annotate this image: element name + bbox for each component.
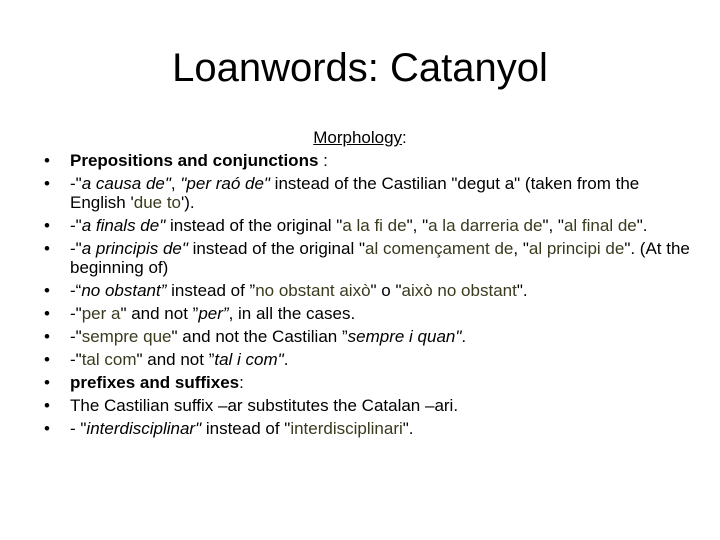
bullet-text-segment: -" (70, 350, 82, 369)
bullet-text-segment: : (318, 151, 328, 170)
bullet-text-segment: no obstant” (81, 281, 167, 300)
bullet-text-segment: això no obstant (401, 281, 517, 300)
bullet-item-prefixes (44, 373, 694, 392)
bullet-text-segment: per” (198, 304, 229, 323)
bullet-text-segment: -" (70, 174, 82, 193)
bullet-text-segment: " and not the Castilian ” (171, 327, 348, 346)
bullet-dot: • (44, 419, 50, 438)
bullet-text-segment: prefixes and suffixes (70, 373, 240, 392)
bullet-item-interdisciplinar (44, 419, 694, 438)
bullet-text-segment: al principi de (528, 239, 625, 258)
bullet-text-segment: - " (70, 419, 87, 438)
bullet-dot: • (44, 327, 50, 346)
bullet-text-segment: sempre que (81, 327, 172, 346)
bullet-text-segment: tal com (81, 350, 137, 369)
bullet-text-segment: "per raó de" (180, 174, 270, 193)
bullet-item-castilian-suffix (44, 396, 694, 415)
bullet-dot: • (44, 373, 50, 392)
bullet-text-segment: -“ (70, 281, 82, 300)
bullet-text-segment: The Castilian suffix –ar substitutes the Catalan –ari. (70, 396, 459, 415)
bullet-text-segment: interdisciplinari (290, 419, 403, 438)
bullet-text-segment: a finals de" (81, 216, 166, 235)
bullet-text-segment: interdisciplinar" (86, 419, 202, 438)
bullet-item-per-a (44, 304, 694, 323)
bullet-text-segment: instead of ” (166, 281, 256, 300)
bullet-text-segment: " and not ” (136, 350, 215, 369)
bullet-text-segment: -" (70, 216, 82, 235)
bullet-text-segment: Prepositions and conjunctions (70, 151, 319, 170)
bullet-dot: • (44, 216, 50, 235)
bullet-item-prep (44, 151, 694, 170)
bullet-text-segment: tal i com" (214, 350, 284, 369)
bullet-item-a-principis (44, 239, 694, 277)
bullet-text-segment: ". (516, 281, 528, 300)
bullet-dot: • (44, 151, 50, 170)
bullet-text-segment: a la darreria de (428, 216, 543, 235)
bullet-item-no-obstant (44, 281, 694, 300)
bullet-text-segment: , in all the cases. (228, 304, 356, 323)
bullet-text-segment: a causa de" (81, 174, 171, 193)
bullet-dot: • (44, 396, 50, 415)
bullet-dot: • (44, 239, 50, 258)
bullet-dot: • (44, 281, 50, 300)
bullet-text-segment: ". (636, 216, 648, 235)
bullet-dot: • (44, 304, 50, 323)
bullet-text-segment: ". (At the beginning of) (70, 239, 690, 277)
bullet-text-segment: ". (402, 419, 414, 438)
bullet-text-segment: '). (181, 193, 195, 212)
bullet-text-segment: , (170, 174, 181, 193)
bullet-text-segment: due to (133, 193, 181, 212)
bullet-list (44, 151, 694, 442)
bullet-item-tal-com (44, 350, 694, 369)
section-heading-colon: : (402, 128, 407, 147)
bullet-item-a-finals (44, 216, 694, 235)
bullet-text-segment: -" (70, 304, 82, 323)
bullet-text-segment: al final de (563, 216, 637, 235)
bullet-text-segment: . (283, 350, 289, 369)
bullet-dot: • (44, 350, 50, 369)
bullet-text-segment: ", " (406, 216, 429, 235)
section-heading (0, 128, 720, 148)
bullet-text-segment: a principis de" (81, 239, 188, 258)
bullet-text-segment: al començament de (365, 239, 514, 258)
bullet-text-segment: instead of the original " (187, 239, 365, 258)
bullet-item-sempre-que (44, 327, 694, 346)
section-heading-label: Morphology (313, 128, 403, 147)
bullet-text-segment: instead of the original " (165, 216, 343, 235)
bullet-text-segment: -" (70, 239, 82, 258)
bullet-text-segment: . (461, 327, 467, 346)
bullet-text-segment: per a (81, 304, 121, 323)
bullet-text-segment: ", " (542, 216, 564, 235)
bullet-text-segment: " and not ” (120, 304, 199, 323)
bullet-text-segment: : (239, 373, 244, 392)
bullet-text-segment: , " (513, 239, 529, 258)
bullet-text-segment: -" (70, 327, 82, 346)
bullet-text-segment: instead of " (201, 419, 291, 438)
bullet-dot: • (44, 174, 50, 193)
bullet-text-segment: sempre i quan" (347, 327, 462, 346)
bullet-text-segment: no obstant això (255, 281, 371, 300)
bullet-text-segment: a la fi de (342, 216, 407, 235)
bullet-item-a-causa (44, 174, 694, 212)
slide-title: Loanwords: Catanyol (172, 46, 548, 90)
bullet-text-segment: instead of the Castilian "degut a" (taken from the English ' (70, 174, 640, 212)
bullet-text-segment: " o " (370, 281, 402, 300)
